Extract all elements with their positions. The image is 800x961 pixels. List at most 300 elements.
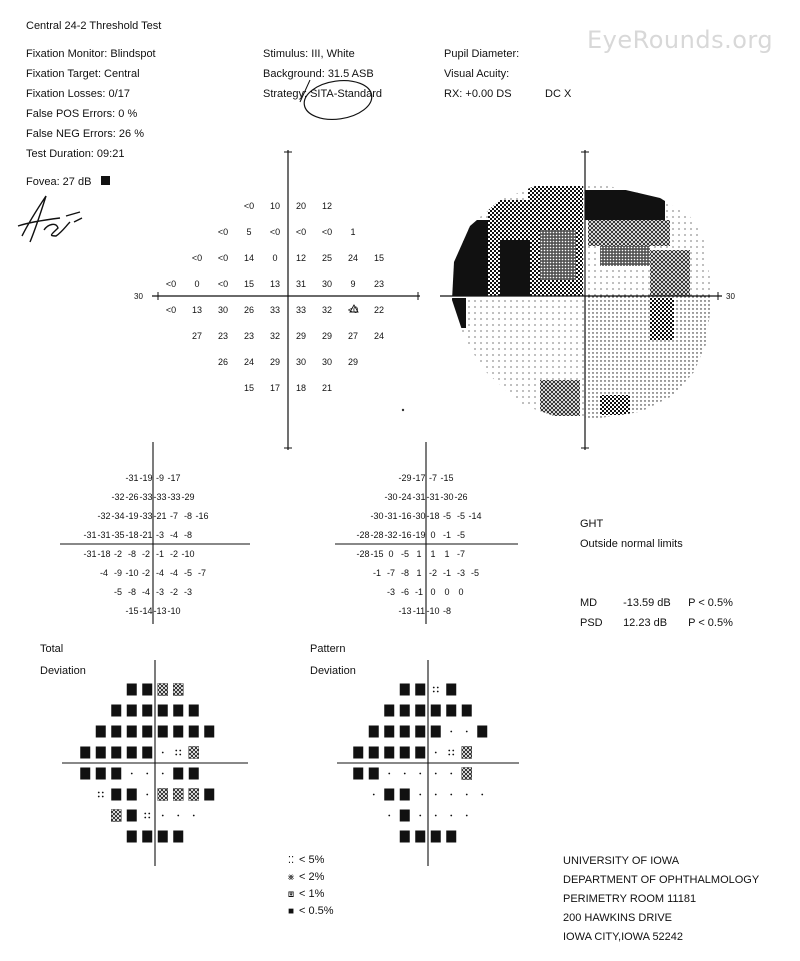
probTotal-cell-r3c2 [111,747,121,759]
threshold-value-r4c5: 33 [295,305,307,315]
md-label: MD [580,597,598,609]
threshold-value-r4c3: 26 [243,305,255,315]
probTotal-cell-r1c5 [189,705,199,717]
total_deviation-value-r1c2: -33 [139,491,153,502]
pattern_deviation-value-r4c6: 1 [444,548,450,559]
probTotal-cell-r2c6 [189,726,199,738]
total_deviation-value-r0c2: -9 [155,472,165,483]
threshold-value-r0c1: 10 [269,201,281,211]
probTotal-cell-r3c5 [162,752,164,754]
total_deviation-value-r5c5: -4 [169,567,179,578]
legend-p05-text: < 0.5% [299,905,334,917]
probPattern-cell-r3c4 [415,747,425,759]
total_deviation-value-r3c7: -8 [183,529,193,540]
pattern_deviation-value-r6c1: -6 [400,586,410,597]
threshold-value-r5c4: 29 [295,331,307,341]
probPattern-cell-r6c5 [466,815,468,817]
pupil-diameter: Pupil Diameter: [444,48,520,60]
total_deviation-value-r6c4: -2 [169,586,179,597]
probTotal-cell-r0c2 [158,684,168,696]
address-line1: UNIVERSITY OF IOWA [563,855,680,867]
threshold-value-r5c2: 23 [243,331,255,341]
threshold-value-r3c0: <0 [165,279,177,289]
pattern_deviation-value-r5c4: -2 [428,567,438,578]
probTotal-cell-r4c4 [146,773,148,775]
probPattern-cell-r5c7 [481,794,483,796]
threshold-value-r5c1: 23 [217,331,229,341]
address-line4: 200 HAWKINS DRIVE [563,912,673,924]
probTotal-cell-r1c0 [111,705,121,717]
probPattern-cell-r3c1 [369,747,379,759]
probPattern-cell-r5c3 [419,794,421,796]
threshold-value-r0c0: <0 [243,201,255,211]
pattern_deviation-value-r0c2: -7 [428,472,438,483]
pattern_deviation-value-r3c4: -19 [412,529,426,540]
grayscale-map [440,180,720,430]
probPattern-cell-r5c6 [466,794,468,796]
test-duration: Test Duration: 09:21 [26,148,125,160]
probTotal-cell-r5c6 [189,789,199,801]
threshold-value-r3c1: 0 [194,279,200,289]
threshold-value-r2c3: 0 [272,253,278,263]
threshold-value-r4c4: 33 [269,305,281,315]
threshold-value-r6c3: 30 [295,357,307,367]
legend-p5-text: < 5% [299,854,325,866]
probPattern-cell-r0c3 [446,684,456,696]
probTotal-cell-r2c7 [204,726,214,738]
total_deviation-value-r3c1: -31 [97,529,111,540]
threshold-value-r6c4: 30 [321,357,333,367]
probPattern-cell-r7c0 [400,831,410,843]
probPattern-cell-r3c6 [448,750,454,756]
probTotal-cell-r4c3 [131,773,133,775]
probTotal-cell-r1c3 [158,705,168,717]
pattern_deviation-value-r3c3: -16 [398,529,412,540]
pattern_deviation-value-r5c7: -5 [470,567,480,578]
test-name: Central 24-2 Threshold Test [26,20,162,32]
threshold-value-r7c3: 21 [321,383,333,393]
probTotal-cell-r5c7 [204,789,214,801]
total_deviation-value-r5c1: -9 [113,567,123,578]
probTotal-cell-r3c7 [189,747,199,759]
probTotal-cell-r3c6 [175,750,181,756]
probTotal-cell-r5c5 [173,789,183,801]
total_deviation-value-r5c2: -10 [125,567,139,578]
probPattern-cell-r1c5 [462,705,472,717]
ght-label: GHT [580,518,604,530]
probPattern-cell-r5c1 [384,789,394,801]
pattern_deviation-value-r2c6: -5 [456,510,466,521]
total_deviation-value-r2c5: -7 [169,510,179,521]
total_deviation-value-r3c6: -4 [169,529,179,540]
threshold-value-r3c6: 30 [321,279,333,289]
threshold-value-r3c7: 9 [350,279,356,289]
probPattern-cell-r7c1 [415,831,425,843]
md-value: -13.59 dB [623,597,671,609]
probPattern-cell-r4c3 [404,773,406,775]
fixation-losses: Fixation Losses: 0/17 [26,88,130,100]
probPattern-cell-r2c4 [431,726,441,738]
probTotal-cell-r0c0 [127,684,137,696]
pattern_deviation-value-r1c5: -26 [454,491,468,502]
pattern_deviation-value-r7c0: -13 [398,605,412,616]
probPattern-cell-r2c7 [477,726,487,738]
probPattern-cell-r0c1 [415,684,425,696]
address-line2: DEPARTMENT OF OPHTHALMOLOGY [563,874,760,886]
total_deviation-value-r6c0: -5 [113,586,123,597]
threshold-value-r5c6: 27 [347,331,359,341]
watermark: EyeRounds.org [587,26,774,54]
total_deviation-value-r2c7: -16 [195,510,209,521]
total_deviation-value-r4c6: -2 [169,548,179,559]
fixation-monitor: Fixation Monitor: Blindspot [26,48,156,60]
probTotal-cell-r6c2 [144,813,150,819]
probTotal-cell-r2c5 [173,726,183,738]
solid-square-icon: ■ [287,906,295,917]
probTotal-cell-r1c1 [127,705,137,717]
pattern_deviation-value-r3c5: 0 [430,529,436,540]
total_deviation-value-r1c4: -33 [167,491,181,502]
probPattern-cell-r7c2 [431,831,441,843]
pattern_deviation-value-r1c3: -31 [426,491,440,502]
probTotal-cell-r1c4 [173,705,183,717]
threshold-value-r7c0: 15 [243,383,255,393]
pattern_deviation-value-r2c0: -30 [370,510,384,521]
pattern_deviation-value-r5c3: 1 [416,567,422,578]
probTotal-cell-r4c5 [162,773,164,775]
threshold-value-r1c4: <0 [321,227,333,237]
total_deviation-value-r2c1: -34 [111,510,125,521]
probPattern-cell-r6c2 [419,815,421,817]
probPattern-cell-r0c2 [433,687,439,693]
pattern_deviation-value-r3c6: -1 [442,529,452,540]
pattern_deviation-value-r3c1: -28 [370,529,384,540]
total_deviation-value-r5c6: -5 [183,567,193,578]
legend-p5 [285,852,334,869]
threshold-value-r4c0: <0 [165,305,177,315]
total_deviation-value-r4c5: -1 [155,548,165,559]
dots-icon: ⁚⁚ [287,855,295,866]
threshold-value-r5c0: 27 [191,331,203,341]
threshold-value-r2c1: <0 [217,253,229,263]
probTotal-cell-r3c4 [142,747,152,759]
stimulus: Stimulus: III, White [263,48,355,60]
threshold-value-r6c2: 29 [269,357,281,367]
total-deviation-label [40,638,86,682]
probPattern-cell-r4c5 [435,773,437,775]
probTotal-cell-r6c3 [162,815,164,817]
pattern-deviation-label [310,638,356,682]
total_deviation-value-r6c1: -8 [127,586,137,597]
probTotal-cell-r6c4 [177,815,179,817]
legend-p2 [285,869,334,886]
probTotal-cell-r4c7 [189,768,199,780]
probPattern-cell-r0c0 [400,684,410,696]
fovea-text: Fovea: 27 dB [26,176,92,188]
threshold-value-r7c1: 17 [269,383,281,393]
address-line3: PERIMETRY ROOM 11181 [563,893,697,905]
probPattern-cell-r3c3 [400,747,410,759]
threshold-value-r6c1: 24 [243,357,255,367]
threshold-value-r5c7: 24 [373,331,385,341]
pattern_deviation-value-r5c5: -1 [442,567,452,578]
psd-value: 12.23 dB [623,617,668,629]
threshold-value-r4c7: <0 [347,305,359,315]
psd-label: PSD [580,617,603,629]
probPattern-cell-r2c1 [384,726,394,738]
pattern_deviation-value-r7c1: -11 [412,605,426,616]
md-p: P < 0.5% [688,597,733,609]
threshold-value-r6c5: 29 [347,357,359,367]
pattern_deviation-value-r5c6: -3 [456,567,466,578]
strategy-circle [302,76,375,123]
probTotal-cell-r6c5 [193,815,195,817]
probPattern-cell-r6c1 [400,810,410,822]
hatch-icon: ⨳ [287,872,295,883]
pattern_deviation-value-r7c2: -10 [426,605,440,616]
rx: RX: +0.00 DS [444,88,512,100]
pattern_deviation-value-r6c5: 0 [458,586,464,597]
total_deviation-value-r4c1: -18 [97,548,111,559]
total_deviation-value-r5c4: -4 [155,567,165,578]
pattern_deviation-value-r1c1: -24 [398,491,412,502]
probPattern-cell-r1c3 [431,705,441,717]
threshold-value-r3c5: 31 [295,279,307,289]
total_deviation-value-r3c4: -21 [139,529,153,540]
total_deviation-value-r6c5: -3 [183,586,193,597]
threshold-value-r3c3: 15 [243,279,255,289]
probTotal-cell-r4c6 [173,768,183,780]
probPattern-cell-r3c7 [462,747,472,759]
pattern_deviation-value-r2c5: -5 [442,510,452,521]
legend-p05 [285,903,334,920]
probability-legend [285,852,334,920]
background: Background: 31.5 ASB [263,68,374,80]
pattern_deviation-value-r1c4: -30 [440,491,454,502]
total_deviation-value-r2c6: -8 [183,510,193,521]
pattern_deviation-value-r4c0: -28 [356,548,370,559]
total_deviation-value-r4c3: -8 [127,548,137,559]
probTotal-cell-r4c1 [96,768,106,780]
total_deviation-value-r3c0: -31 [83,529,97,540]
legend-p2-text: < 2% [299,871,325,883]
probPattern-cell-r7c3 [446,831,456,843]
threshold-value-r3c8: 23 [373,279,385,289]
total_deviation-value-r2c3: -33 [139,510,153,521]
threshold-value-r5c5: 29 [321,331,333,341]
pattern_deviation-value-r3c7: -5 [456,529,466,540]
probPattern-cell-r4c4 [419,773,421,775]
probPattern-cell-r5c5 [450,794,452,796]
strategy: Strategy: SITA-Standard [263,88,383,100]
total_deviation-value-r1c0: -32 [111,491,125,502]
threshold-value-r4c2: 30 [217,305,229,315]
total_deviation-value-r7c0: -15 [125,605,139,616]
probTotal-cell-r4c0 [80,768,90,780]
threshold-value-r6c0: 26 [217,357,229,367]
pattern_deviation-value-r5c2: -8 [400,567,410,578]
pattern_deviation-value-r5c1: -7 [386,567,396,578]
total_deviation-value-r1c3: -33 [153,491,167,502]
pattern_deviation-value-r4c5: 1 [430,548,436,559]
pattern_deviation-value-r6c4: 0 [444,586,450,597]
probTotal-cell-r5c2 [127,789,137,801]
pattern_deviation-value-r4c1: -15 [370,548,384,559]
probTotal-cell-r3c0 [80,747,90,759]
legend-p1-text: < 1% [299,888,325,900]
pattern_deviation-value-r0c3: -15 [440,472,454,483]
probPattern-cell-r1c1 [400,705,410,717]
threshold-value-r1c5: 1 [350,227,356,237]
probTotal-cell-r2c2 [127,726,137,738]
probTotal-cell-r1c2 [142,705,152,717]
total_deviation-value-r5c0: -4 [99,567,109,578]
probPattern-cell-r5c4 [435,794,437,796]
threshold-value-r2c4: 12 [295,253,307,263]
signature [18,196,82,242]
probPattern-cell-r5c2 [400,789,410,801]
total-label-line2: Deviation [40,665,86,677]
total_deviation-value-r3c5: -3 [155,529,165,540]
total_deviation-value-r6c2: -4 [141,586,151,597]
total-label-line1: Total [40,643,64,655]
total_deviation-value-r1c5: -29 [181,491,195,502]
probPattern-cell-r2c2 [400,726,410,738]
probTotal-cell-r7c3 [173,831,183,843]
probTotal-cell-r7c0 [127,831,137,843]
pattern_deviation-value-r5c0: -1 [372,567,382,578]
threshold-value-r4c1: 13 [191,305,203,315]
pattern_deviation-value-r6c0: -3 [386,586,396,597]
pattern_deviation-value-r2c4: -18 [426,510,440,521]
total_deviation-value-r0c1: -19 [139,472,153,483]
total_deviation-value-r3c3: -18 [125,529,139,540]
pattern_deviation-value-r0c0: -29 [398,472,412,483]
probPattern-cell-r6c0 [388,815,390,817]
probTotal-cell-r2c3 [142,726,152,738]
probPattern-cell-r3c5 [435,752,437,754]
psd-row [580,617,733,629]
probPattern-cell-r2c0 [369,726,379,738]
threshold-value-r4c8: 22 [373,305,385,315]
probTotal-cell-r0c3 [173,684,183,696]
pattern_deviation-value-r2c3: -30 [412,510,426,521]
total_deviation-value-r4c7: -10 [181,548,195,559]
total_deviation-value-r1c1: -26 [125,491,139,502]
pattern_deviation-value-r1c2: -31 [412,491,426,502]
pattern_deviation-value-r0c1: -17 [412,472,426,483]
threshold-value-r0c2: 20 [295,201,307,211]
pattern-label-line1: Pattern [310,643,346,655]
cross-hatch-icon: ⧆ [287,889,295,900]
threshold-value-r4c6: 32 [321,305,333,315]
probTotal-cell-r2c4 [158,726,168,738]
total_deviation-value-r6c3: -3 [155,586,165,597]
threshold-value-r1c2: <0 [269,227,281,237]
probPattern-cell-r5c0 [373,794,375,796]
total_deviation-value-r7c3: -10 [167,605,181,616]
threshold-value-r3c4: 13 [269,279,281,289]
total_deviation-value-r4c0: -31 [83,548,97,559]
probTotal-cell-r5c4 [158,789,168,801]
grayscale-axis-right-label: 30 [726,292,735,301]
probPattern-cell-r6c3 [435,815,437,817]
probPattern-cell-r3c0 [353,747,363,759]
probTotal-cell-r3c1 [96,747,106,759]
legend-p1 [285,886,334,903]
probPattern-cell-r3c2 [384,747,394,759]
probTotal-cell-r7c2 [158,831,168,843]
pattern_deviation-value-r2c2: -16 [398,510,412,521]
threshold-axis-left-label: 30 [134,292,143,301]
psd-p: P < 0.5% [688,617,733,629]
total_deviation-value-r0c3: -17 [167,472,181,483]
threshold-value-r3c2: <0 [217,279,229,289]
probPattern-cell-r4c0 [353,768,363,780]
total_deviation-value-r5c3: -2 [141,567,151,578]
pattern_deviation-value-r4c3: -5 [400,548,410,559]
threshold-value-r2c7: 15 [373,253,385,263]
ght-value: Outside normal limits [580,538,683,550]
total_deviation-value-r5c7: -7 [197,567,207,578]
threshold-value-r2c2: 14 [243,253,255,263]
probTotal-cell-r5c3 [146,794,148,796]
pattern_deviation-value-r4c4: 1 [416,548,422,559]
total_deviation-value-r4c2: -2 [113,548,123,559]
total_deviation-value-r2c0: -32 [97,510,111,521]
probTotal-cell-r5c1 [111,789,121,801]
threshold-value-r5c3: 32 [269,331,281,341]
pattern-label-line2: Deviation [310,665,356,677]
probPattern-cell-r2c3 [415,726,425,738]
probTotal-cell-r5c0 [98,792,104,798]
total_deviation-value-r7c1: -14 [139,605,153,616]
probPattern-cell-r4c1 [369,768,379,780]
threshold-value-r0c3: 12 [321,201,333,211]
pattern_deviation-value-r6c2: -1 [414,586,424,597]
probPattern-cell-r2c6 [466,731,468,733]
total_deviation-value-r3c2: -35 [111,529,125,540]
pattern_deviation-value-r3c0: -28 [356,529,370,540]
visual-acuity: Visual Acuity: [444,68,510,80]
threshold-value-r7c2: 18 [295,383,307,393]
pattern_deviation-value-r7c3: -8 [442,605,452,616]
probTotal-cell-r6c1 [127,810,137,822]
pattern_deviation-value-r1c0: -30 [384,491,398,502]
probPattern-cell-r6c4 [450,815,452,817]
address-line5: IOWA CITY,IOWA 52242 [563,931,684,943]
probPattern-cell-r4c6 [450,773,452,775]
threshold-value-r1c0: <0 [217,227,229,237]
rx-dc: DC X [545,88,572,100]
probPattern-cell-r1c0 [384,705,394,717]
false-neg-errors: False NEG Errors: 26 % [26,128,144,140]
threshold-value-r2c6: 24 [347,253,359,263]
probTotal-cell-r2c1 [111,726,121,738]
probPattern-cell-r1c2 [415,705,425,717]
probTotal-cell-r6c0 [111,810,121,822]
pattern_deviation-value-r4c7: -7 [456,548,466,559]
probTotal-cell-r4c2 [111,768,121,780]
pattern_deviation-value-r4c2: 0 [388,548,394,559]
false-pos-errors: False POS Errors: 0 % [26,108,138,120]
pattern_deviation-value-r6c3: 0 [430,586,436,597]
pattern_deviation-value-r3c2: -32 [384,529,398,540]
threshold-value-r2c0: <0 [191,253,203,263]
md-row [580,597,733,609]
probPattern-cell-r4c2 [388,773,390,775]
fixation-target: Fixation Target: Central [26,68,140,80]
